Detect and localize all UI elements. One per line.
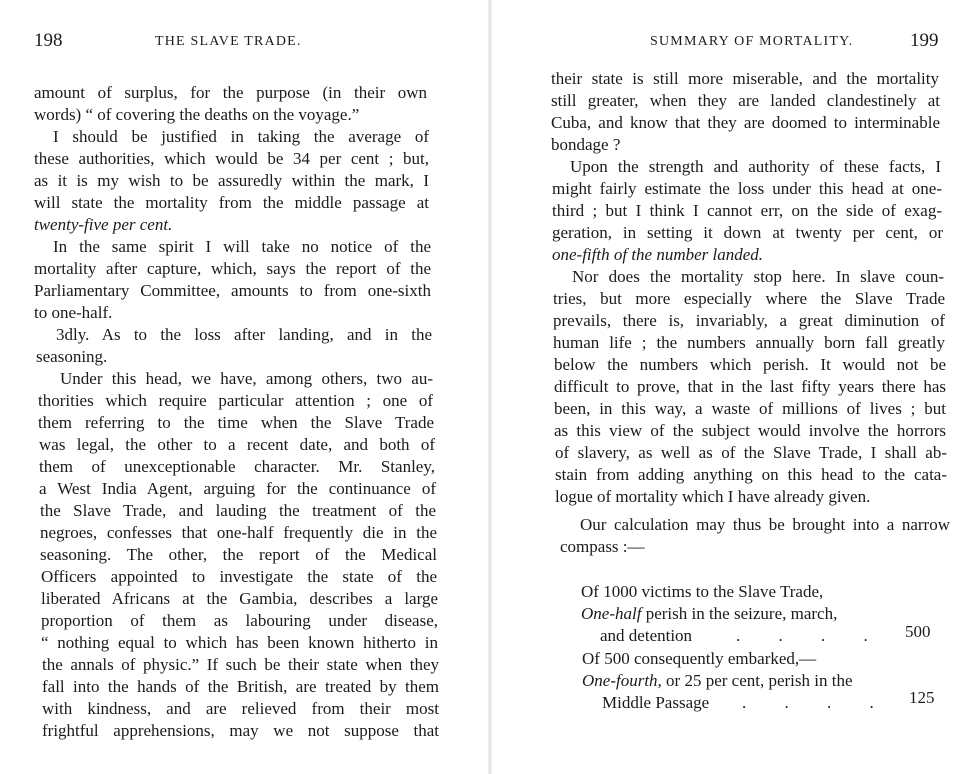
text-line: seasoning. The other, the report of the Medical: [40, 545, 437, 564]
text-line: Officers appointed to investigate the state of the: [41, 567, 437, 586]
text-line: them of unexceptionable character. Mr. Stanley,: [39, 457, 435, 476]
text-line: Our calculation may thus be brought into a narrow: [580, 515, 950, 534]
text-line: frightful apprehensions, may we not suppose that: [42, 721, 439, 740]
summary-row-seizure: [581, 603, 837, 625]
text-line: tries, but more especially where the Slave Trade: [553, 289, 945, 308]
text-line: was legal, the other to a recent date, and both of: [39, 435, 435, 454]
leader-dots: . . . .: [742, 693, 874, 712]
text-line: fall into the hands of the British, are treated by them: [42, 677, 439, 696]
text-line: the Slave Trade, and lauding the treatment of the: [40, 501, 436, 520]
text-line: bondage ?: [551, 135, 621, 154]
summary-row-middle-passage: Middle Passage: [602, 693, 710, 712]
text-line: “ nothing equal to which has been known hitherto in: [41, 633, 438, 652]
summary-row-detention: and detention: [600, 626, 693, 645]
text-line: seasoning.: [36, 347, 108, 366]
text-line: compass :—: [560, 537, 645, 556]
summary-row-passage: [582, 670, 853, 692]
text-line: thorities which require particular attention ; one of: [38, 391, 433, 410]
text-line: mortality after capture, which, says the report of the: [34, 259, 431, 278]
summary-text: perish in the seizure, march,: [641, 604, 838, 623]
text-line: Parliamentary Committee, amounts to from one-sixth: [34, 281, 431, 300]
text-line: them referring to the time when the Slave Trade: [38, 413, 434, 432]
text-line: will state the mortality from the middle passage at: [34, 193, 429, 212]
text-line: logue of mortality which I have already given.: [555, 487, 871, 506]
text-line: proportion of them as labouring under disease,: [41, 611, 438, 630]
text-line: might fairly estimate the loss under this head at one-: [552, 179, 942, 198]
text-line: with kindness, and are relieved from their most: [42, 699, 439, 718]
text-line: the annals of physic.” If such be their state when they: [42, 655, 439, 674]
text-line: twenty-five per cent.: [34, 215, 173, 234]
right-page: [490, 0, 980, 774]
page-number: 198: [34, 30, 63, 51]
text-line: below the numbers which perish. It would not be: [554, 355, 946, 374]
text-line: 3dly. As to the loss after landing, and in the: [56, 325, 432, 344]
text-line: to one-half.: [34, 303, 113, 322]
leader-dots: . . . .: [736, 626, 868, 645]
text-line: difficult to prove, that in the last fifty years there has: [554, 377, 946, 396]
summary-intro: Of 1000 victims to the Slave Trade,: [581, 582, 824, 601]
text-line: as this view of the subject would involve the horrors: [554, 421, 946, 440]
text-line: still greater, when they are landed clandestinely at: [551, 91, 940, 110]
summary-emphasis: One-fourth,: [582, 671, 662, 690]
text-line: a West India Agent, arguing for the continuance of: [39, 479, 436, 498]
text-line: of slavery, as well as of the Slave Trade, I shall ab-: [555, 443, 947, 462]
text-line: human life ; the numbers annually born fall greatly: [553, 333, 945, 352]
text-line: these authorities, which would be 34 per cent ; but,: [34, 149, 429, 168]
running-head: SUMMARY OF MORTALITY.: [650, 34, 854, 49]
text-line: I should be justified in taking the average of: [53, 127, 429, 146]
text-line: their state is still more miserable, and the mortality: [551, 69, 939, 88]
text-line: words) “ of covering the deaths on the voyage.”: [34, 105, 360, 124]
text-line: prevails, there is, invariably, a great diminution of: [553, 311, 945, 330]
text-line: amount of surplus, for the purpose (in their own: [34, 83, 427, 102]
running-head: THE SLAVE TRADE.: [155, 34, 302, 49]
summary-value: 125: [909, 688, 935, 707]
text-line: Under this head, we have, among others, two au-: [60, 369, 433, 388]
summary-row-embarked: Of 500 consequently embarked,—: [582, 649, 817, 668]
text-line: Upon the strength and authority of these facts, I: [570, 157, 941, 176]
text-line: as it is my wish to be assuredly within the mark, I: [34, 171, 429, 190]
text-line: negroes, confesses that one-half frequently die in the: [40, 523, 437, 542]
summary-value: 500: [905, 622, 931, 641]
page-number: 199: [910, 30, 939, 51]
text-line: liberated Africans at the Gambia, describes a large: [41, 589, 438, 608]
text-line: stain from adding anything on this head to the cata-: [555, 465, 947, 484]
text-line: one-fifth of the number landed.: [552, 245, 764, 264]
text-line: Cuba, and know that they are doomed to interminable: [551, 113, 940, 132]
text-line: Nor does the mortality stop here. In slave coun-: [572, 267, 944, 286]
text-line: third ; but I think I cannot err, on the side of exag-: [552, 201, 942, 220]
summary-text: or 25 per cent, perish in the: [661, 671, 853, 690]
text-line: been, in this way, a waste of millions of lives ; but: [554, 399, 946, 418]
summary-emphasis: One-half: [581, 604, 642, 623]
text-line: In the same spirit I will take no notice of the: [53, 237, 431, 256]
text-line: geration, in setting it down at twenty per cent, or: [552, 223, 943, 242]
